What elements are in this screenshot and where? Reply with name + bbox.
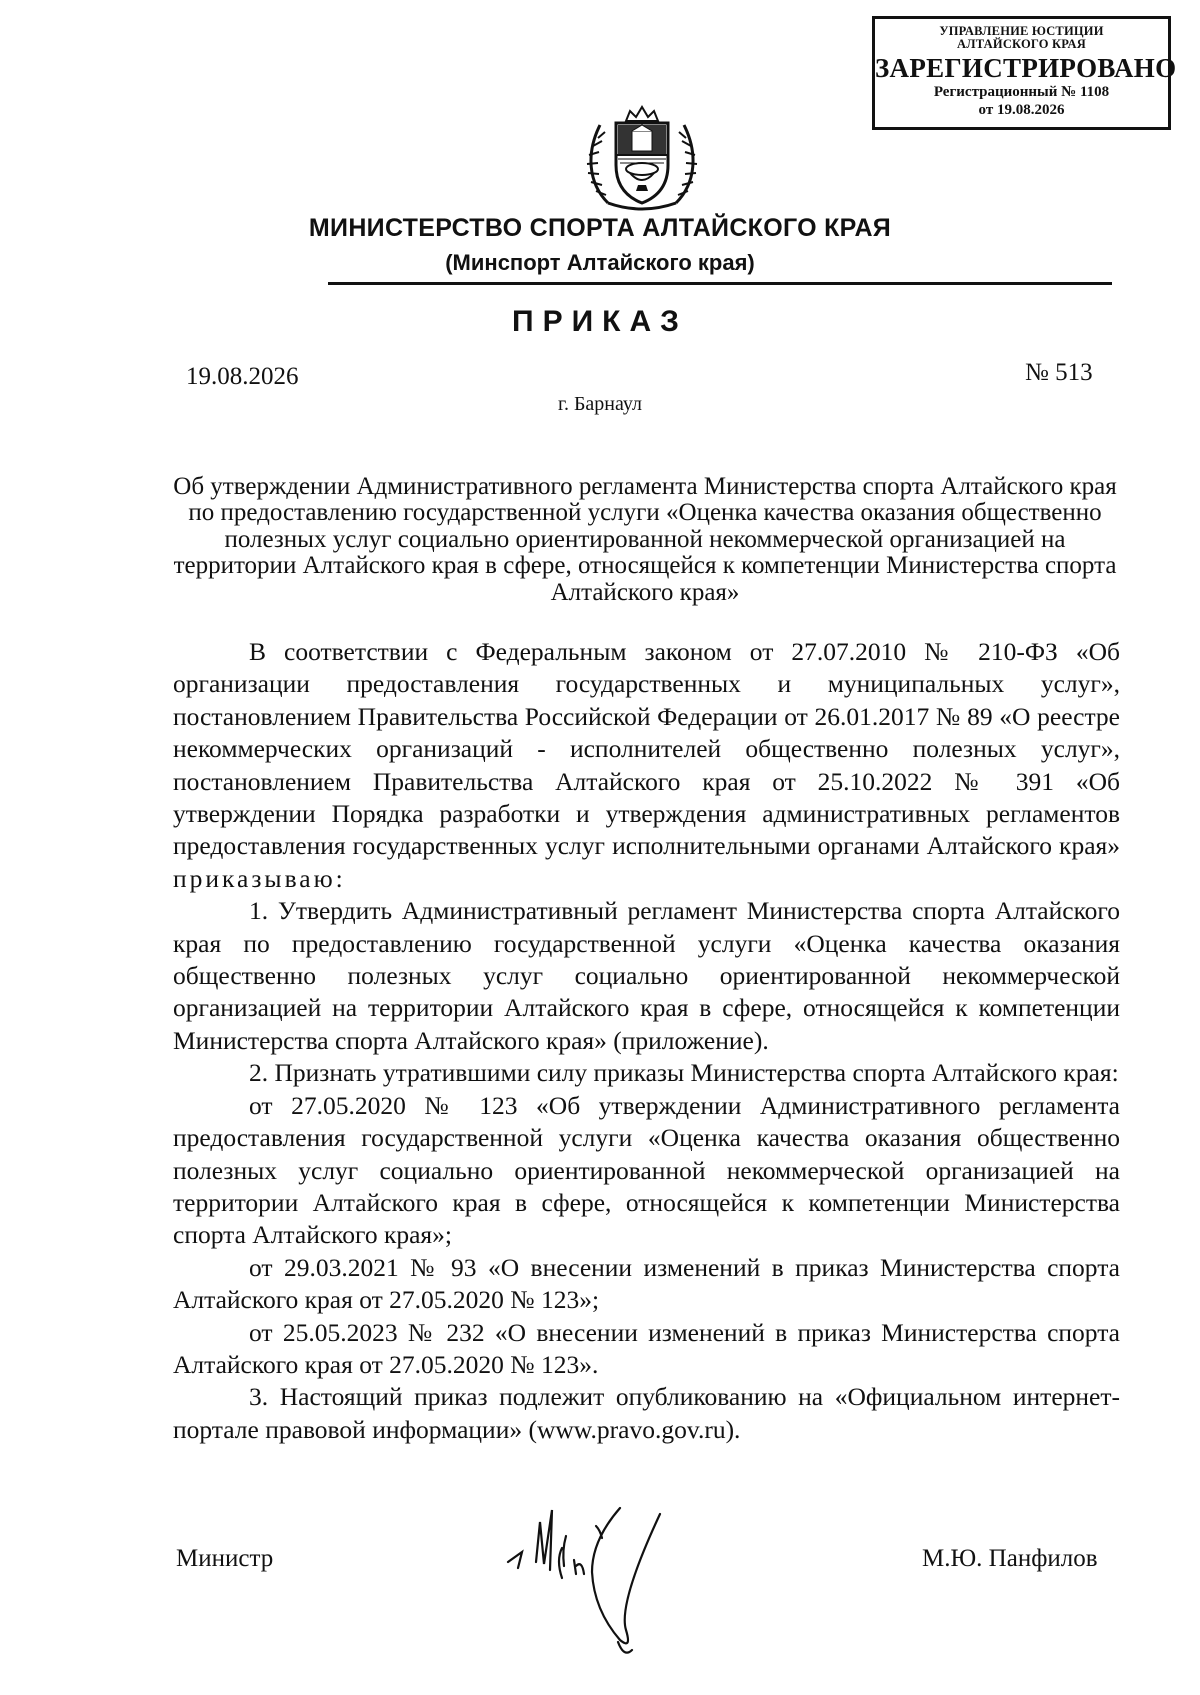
stamp-reg-number: Регистрационный № 1108 [933,84,1110,100]
document-type-title: ПРИКАЗ [512,305,688,338]
signer-name: М.Ю. Панфилов [922,1545,1098,1572]
item-1: 1. Утвердить Административный регламент Министерства спорта Алтайского края по предоставлению государственной услуги «Оценка качества оказания общественно полезных услуг социально ориентированной некоммерческой организацией на территории Алтайского края в сфере, относящейся к компетенции Министерства спорта Алтайского края» (приложение). [173,896,1120,1055]
handwritten-signature-icon [500,1500,670,1665]
preamble-text: В соответствии с Федеральным законом от 27.07.2010 № 210-ФЗ «Об организации предоставления государственных и муниципальных услуг», постановлением Правительства Российской Федерации от 26.01.2017 № 89 «О реестре некоммерческих организаций - исполнителей общественно полезных услуг», постановлением Правительства Алтайского края от 25.10.2022 № 391 «Об утверждении Порядка разработки и утверждения административных регламентов предоставления государственных услуг исполнительными органами Алтайского края» [173,637,1120,861]
order-word: приказываю: [173,863,346,893]
stamp-status: ЗАРЕГИСТРИРОВАНО [875,53,1177,83]
item-2-c: от 25.05.2023 № 232 «О внесении изменений в приказ Министерства спорта Алтайского края от 27.05.2020 № 123». [173,1317,1120,1379]
preamble-paragraph [173,636,1120,895]
item-2: 2. Признать утратившими силу приказы Министерства спорта Алтайского края: [249,1058,1119,1088]
order-number: № 513 [1025,359,1093,386]
signer-role: Министр [176,1545,274,1572]
ministry-short-name: (Минспорт Алтайского края) [445,250,755,275]
order-body [173,636,1120,1446]
ministry-name: МИНИСТЕРСТВО СПОРТА АЛТАЙСКОГО КРАЯ [308,214,892,242]
header-divider [328,282,1112,285]
stamp-org: УПРАВЛЕНИЕ ЮСТИЦИИ АЛТАЙСКОГО КРАЯ [939,24,1104,51]
order-subject: Об утверждении Административного регламента Министерства спорта Алтайского края по предоставлению государственной услуги «Оценка качества оказания общественно полезных услуг социально ориентированной некоммерческой организацией на территории Алтайского края в сфере, относящейся к компетенции Министерства спорта Алтайского края» [173,473,1117,606]
coat-of-arms-icon [578,103,706,217]
item-2-a: от 27.05.2020 № 123 «Об утверждении Административного регламента предоставления государственной услуги «Оценка качества оказания общественно полезных услуг социально ориентированной некоммерческой организацией на территории Алтайского края в сфере, относящейся к компетенции Министерства спорта Алтайского края»; [173,1090,1120,1250]
item-2-b: от 29.03.2021 № 93 «О внесении изменений в приказ Министерства спорта Алтайского края от 27.05.2020 № 123»; [173,1252,1120,1315]
order-city: г. Барнаул [558,393,642,415]
stamp-reg-date: от 19.08.2026 [978,102,1065,118]
registration-stamp [872,16,1177,130]
order-date: 19.08.2026 [186,363,299,390]
item-3: 3. Настоящий приказ подлежит опубликованию на «Официальном интернет-портале правовой информации» (www.pravo.gov.ru). [173,1382,1120,1444]
